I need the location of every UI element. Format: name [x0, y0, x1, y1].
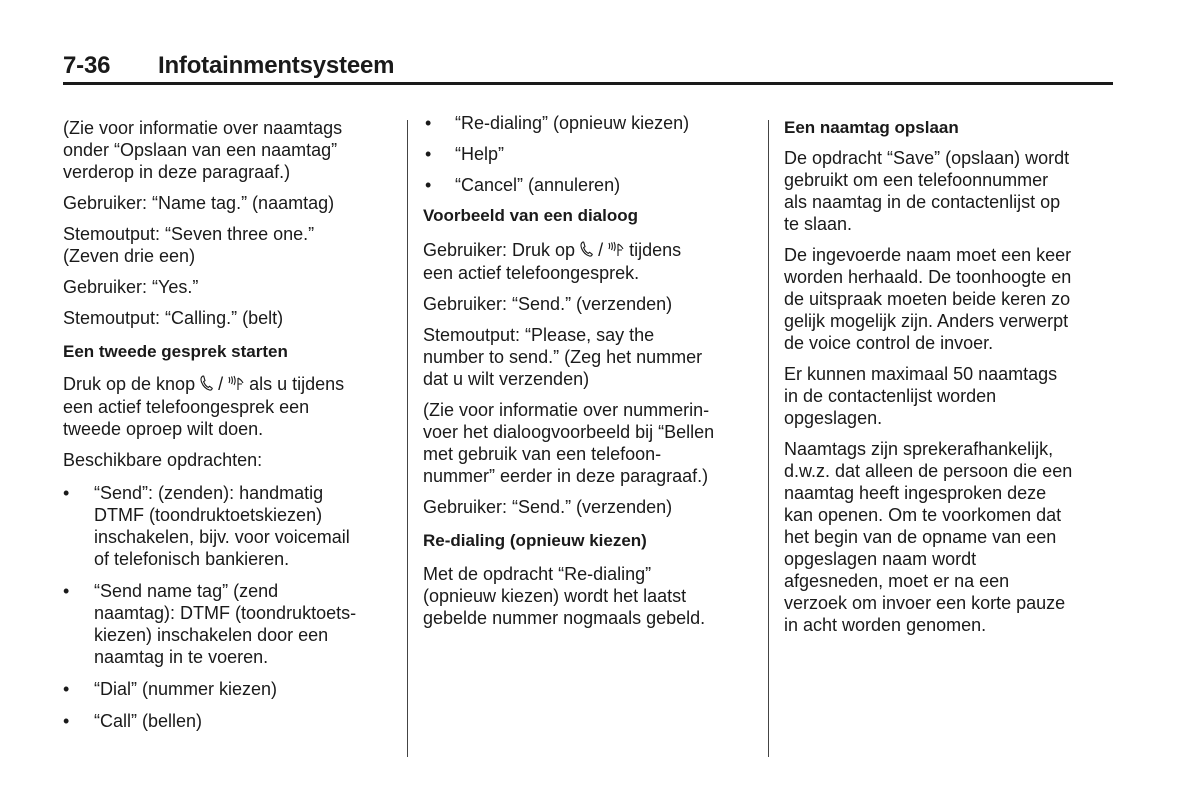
list-item: [63, 678, 393, 700]
section-heading: Een naamtag opslaan: [784, 118, 959, 137]
list-item: [63, 580, 393, 668]
section-heading: Re-dialing (opnieuw kiezen): [423, 531, 647, 550]
paragraph: Stemoutput: “Please, say the number to send.” (Zeg het nummer dat u wilt verzenden): [423, 325, 703, 389]
bullet: •: [425, 113, 432, 133]
header-rule: [63, 82, 1113, 85]
column-1: [63, 117, 393, 742]
column-divider: [407, 120, 408, 757]
paragraph: De ingevoerde naam moet een keer worden herhaald. De toonhoogte en de uitspraak moeten beide keren zo gelijk mogelijk zijn. Anders verwerpt de voice control de invoer.: [784, 245, 1072, 353]
bullet: •: [63, 679, 70, 699]
paragraph: Gebruiker: “Send.” (verzenden): [423, 497, 673, 517]
phone-icon: [200, 374, 213, 396]
text: Gebruiker: Druk op: [423, 240, 581, 260]
list-item-text: “Dial” (nummer kiezen): [94, 679, 278, 699]
list-item-text: “Re-dialing” (opnieuw kiezen): [455, 113, 690, 133]
page-header: [63, 52, 1113, 86]
paragraph: Stemoutput: “Calling.” (belt): [63, 308, 284, 328]
list-item-text: “Send name tag” (zend naamtag): DTMF (toondruktoets- kiezen) inschakelen door een naamtag in te voeren.: [94, 581, 357, 667]
paragraph: [63, 373, 393, 440]
paragraph: Gebruiker: “Name tag.” (naamtag): [63, 193, 335, 213]
paragraph: Beschikbare opdrachten:: [63, 450, 263, 470]
list-item-text: “Help”: [455, 144, 505, 164]
text: als u tijdens een actief telefoongesprek een tweede oproep wilt doen.: [63, 374, 345, 439]
bullet: •: [63, 581, 70, 601]
text: Druk op de knop: [63, 374, 201, 394]
paragraph: (Zie voor informatie over nummerin- voer het dialoogvoorbeeld bij “Bellen met gebruik van een telefoon- nummer” eerder in deze paragraaf.): [423, 400, 715, 486]
column-divider: [768, 120, 769, 757]
section-heading: Voorbeeld van een dialoog: [423, 206, 639, 225]
list-item: [423, 174, 753, 196]
text: /: [593, 240, 609, 260]
list-item: [423, 112, 753, 134]
text: /: [213, 374, 229, 394]
bullet: •: [425, 175, 432, 195]
paragraph: De opdracht “Save” (opslaan) wordt gebruikt om een telefoonnummer als naamtag in de contactenlijst op te slaan.: [784, 148, 1070, 234]
list-item-text: “Cancel” (annuleren): [455, 175, 621, 195]
paragraph: Gebruiker: “Yes.”: [63, 277, 199, 297]
paragraph: Er kunnen maximaal 50 naamtags in de contactenlijst worden opgeslagen.: [784, 364, 1058, 428]
phone-icon: [580, 240, 593, 262]
command-list: [63, 482, 393, 732]
list-item: [423, 143, 753, 165]
bullet: •: [63, 711, 70, 731]
paragraph: (Zie voor informatie over naamtags onder “Opslaan van een naamtag” verderop in deze paragraaf.): [63, 118, 343, 182]
list-item: [63, 482, 393, 570]
paragraph: Naamtags zijn sprekerafhankelijk, d.w.z. dat alleen de persoon die een naamtag heeft ingesproken deze kan openen. Om te voorkomen dat het begin van de opname van een opgeslagen naam wordt afgesneden, moet er na een verzoek om invoer een korte pauze in acht worden genomen.: [784, 439, 1073, 635]
paragraph: Met de opdracht “Re-dialing” (opnieuw kiezen) wordt het laatst gebelde nummer nogmaals gebeld.: [423, 564, 706, 628]
column-3: [784, 117, 1114, 645]
paragraph: Stemoutput: “Seven three one.” (Zeven drie een): [63, 224, 315, 266]
chapter-title: Infotainmentsysteem: [158, 52, 395, 79]
paragraph: Gebruiker: “Send.” (verzenden): [423, 294, 673, 314]
text: tijdens een actief telefoongesprek.: [423, 240, 682, 283]
column-2: [423, 112, 753, 638]
section-heading: Een tweede gesprek starten: [63, 342, 288, 361]
bullet: •: [425, 144, 432, 164]
paragraph: [423, 239, 753, 284]
page-number: 7-36: [63, 52, 111, 79]
list-item: [63, 710, 393, 732]
voice-command-icon: [608, 240, 624, 262]
list-item-text: “Call” (bellen): [94, 711, 203, 731]
bullet: •: [63, 483, 70, 503]
command-list: [423, 112, 753, 196]
voice-command-icon: [228, 374, 244, 396]
list-item-text: “Send”: (zenden): handmatig DTMF (toondruktoetskiezen) inschakelen, bijv. voor voicemail of telefonisch bankieren.: [94, 483, 350, 569]
